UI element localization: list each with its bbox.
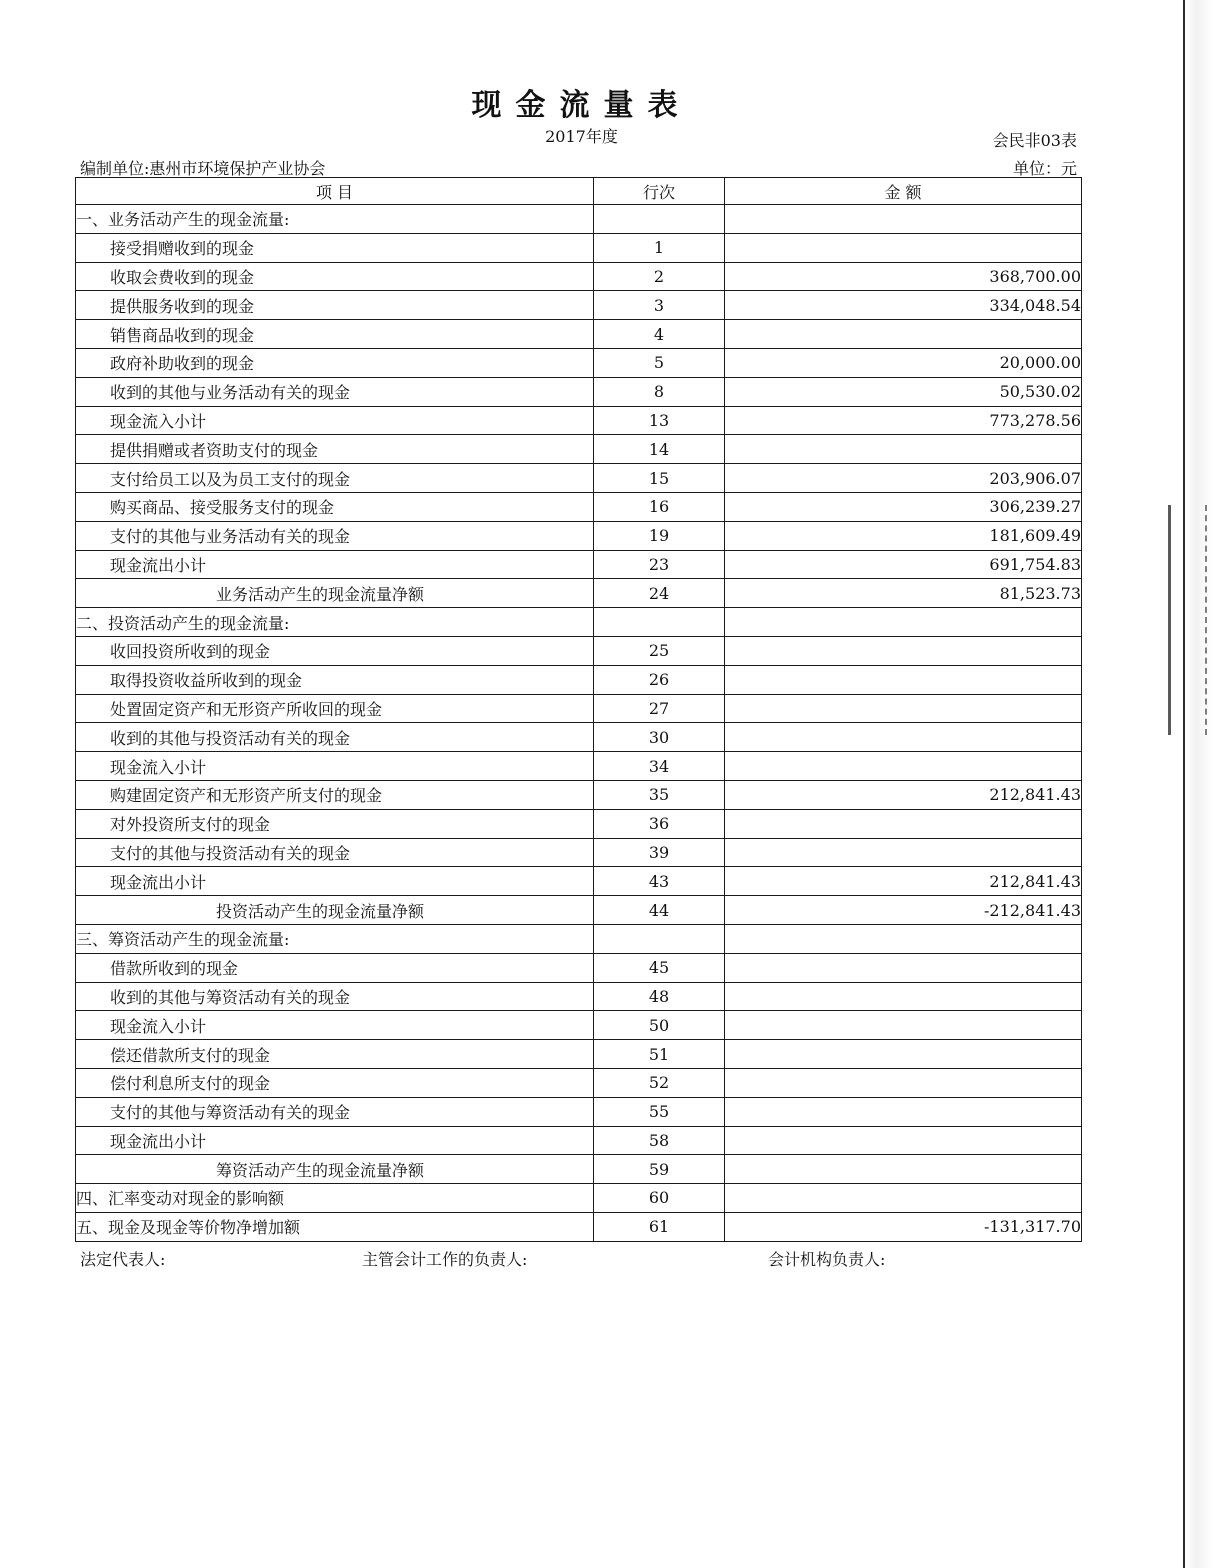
row-line-number: 60 <box>594 1184 725 1213</box>
row-item-label: 借款所收到的现金 <box>76 953 594 982</box>
fiscal-year: 2017年度 <box>545 127 618 146</box>
row-amount <box>725 924 1082 953</box>
row-item-label: 业务活动产生的现金流量净额 <box>76 579 594 608</box>
row-item-label: 政府补助收到的现金 <box>76 348 594 377</box>
row-item-label: 现金流出小计 <box>76 1126 594 1155</box>
row-line-number: 13 <box>594 406 725 435</box>
row-amount: 20,000.00 <box>725 348 1082 377</box>
row-item-label: 支付给员工以及为员工支付的现金 <box>76 464 594 493</box>
row-item-label: 收到的其他与业务活动有关的现金 <box>76 377 594 406</box>
table-row <box>76 1212 1082 1241</box>
table-row <box>76 348 1082 377</box>
row-amount <box>725 1126 1082 1155</box>
row-line-number: 44 <box>594 896 725 925</box>
row-line-number: 59 <box>594 1155 725 1184</box>
row-line-number <box>594 608 725 637</box>
table-row <box>76 492 1082 521</box>
row-amount: 212,841.43 <box>725 780 1082 809</box>
table-row <box>76 1155 1082 1184</box>
row-item-label: 提供服务收到的现金 <box>76 291 594 320</box>
row-line-number: 16 <box>594 492 725 521</box>
row-item-label: 处置固定资产和无形资产所收回的现金 <box>76 694 594 723</box>
table-row <box>76 780 1082 809</box>
row-line-number: 36 <box>594 809 725 838</box>
row-amount <box>725 838 1082 867</box>
row-amount <box>725 636 1082 665</box>
row-item-label: 现金流入小计 <box>76 752 594 781</box>
row-item-label: 购买商品、接受服务支付的现金 <box>76 492 594 521</box>
table-row <box>76 1097 1082 1126</box>
row-line-number: 19 <box>594 521 725 550</box>
row-line-number: 51 <box>594 1040 725 1069</box>
row-item-label: 接受捐赠收到的现金 <box>76 233 594 262</box>
column-header-amount: 金 额 <box>725 178 1082 205</box>
table-row <box>76 982 1082 1011</box>
row-item-label: 偿还借款所支付的现金 <box>76 1040 594 1069</box>
table-row <box>76 636 1082 665</box>
row-amount <box>725 1068 1082 1097</box>
row-amount <box>725 752 1082 781</box>
table-row <box>76 262 1082 291</box>
row-amount <box>725 320 1082 349</box>
row-item-label: 现金流出小计 <box>76 550 594 579</box>
row-amount: 306,239.27 <box>725 492 1082 521</box>
table-row <box>76 723 1082 752</box>
row-line-number: 23 <box>594 550 725 579</box>
form-code: 会民非03表 <box>992 131 1077 150</box>
row-line-number: 34 <box>594 752 725 781</box>
table-row <box>76 1184 1082 1213</box>
row-amount <box>725 205 1082 234</box>
table-row <box>76 1126 1082 1155</box>
row-line-number: 30 <box>594 723 725 752</box>
row-item-label: 二、投资活动产生的现金流量: <box>76 608 594 637</box>
scan-edge-shadow <box>1183 0 1213 1568</box>
row-item-label: 投资活动产生的现金流量净额 <box>76 896 594 925</box>
row-line-number: 3 <box>594 291 725 320</box>
table-row <box>76 521 1082 550</box>
reporting-organization: 编制单位:惠州市环境保护产业协会 <box>80 159 326 178</box>
column-header-item: 项 目 <box>76 178 594 205</box>
row-amount <box>725 982 1082 1011</box>
cash-flow-table <box>75 177 1082 1242</box>
row-item-label: 取得投资收益所收到的现金 <box>76 665 594 694</box>
row-amount <box>725 1155 1082 1184</box>
row-line-number: 24 <box>594 579 725 608</box>
row-amount <box>725 1011 1082 1040</box>
table-row <box>76 550 1082 579</box>
table-row <box>76 1068 1082 1097</box>
column-header-line: 行次 <box>594 178 725 205</box>
row-line-number: 14 <box>594 435 725 464</box>
row-item-label: 现金流出小计 <box>76 867 594 896</box>
row-item-label: 收回投资所收到的现金 <box>76 636 594 665</box>
row-line-number: 15 <box>594 464 725 493</box>
row-line-number: 1 <box>594 233 725 262</box>
document-title: 现金流量表 <box>471 88 692 123</box>
row-item-label: 收取会费收到的现金 <box>76 262 594 291</box>
table-row <box>76 1011 1082 1040</box>
table-row <box>76 809 1082 838</box>
row-item-label: 收到的其他与筹资活动有关的现金 <box>76 982 594 1011</box>
accounting-head-label: 主管会计工作的负责人: <box>362 1250 528 1269</box>
table-row <box>76 377 1082 406</box>
row-amount <box>725 694 1082 723</box>
table-body <box>76 205 1082 1242</box>
row-item-label: 四、汇率变动对现金的影响额 <box>76 1184 594 1213</box>
binding-stamp-mark <box>1168 505 1207 735</box>
row-item-label: 筹资活动产生的现金流量净额 <box>76 1155 594 1184</box>
row-item-label: 现金流入小计 <box>76 406 594 435</box>
accounting-dept-head-label: 会计机构负责人: <box>768 1250 886 1269</box>
row-line-number: 27 <box>594 694 725 723</box>
row-line-number: 48 <box>594 982 725 1011</box>
row-amount <box>725 1184 1082 1213</box>
row-amount: 81,523.73 <box>725 579 1082 608</box>
table-row <box>76 608 1082 637</box>
row-item-label: 对外投资所支付的现金 <box>76 809 594 838</box>
row-amount: 203,906.07 <box>725 464 1082 493</box>
legal-representative-label: 法定代表人: <box>80 1250 166 1269</box>
row-line-number <box>594 205 725 234</box>
row-amount <box>725 435 1082 464</box>
row-line-number: 55 <box>594 1097 725 1126</box>
row-item-label: 三、筹资活动产生的现金流量: <box>76 924 594 953</box>
table-row <box>76 1040 1082 1069</box>
table-row <box>76 752 1082 781</box>
table-row <box>76 953 1082 982</box>
row-amount <box>725 608 1082 637</box>
row-line-number: 43 <box>594 867 725 896</box>
table-row <box>76 233 1082 262</box>
row-line-number: 26 <box>594 665 725 694</box>
row-amount: 334,048.54 <box>725 291 1082 320</box>
row-item-label: 收到的其他与投资活动有关的现金 <box>76 723 594 752</box>
row-amount <box>725 809 1082 838</box>
row-amount: 368,700.00 <box>725 262 1082 291</box>
row-line-number: 52 <box>594 1068 725 1097</box>
row-amount: -131,317.70 <box>725 1212 1082 1241</box>
table-row <box>76 579 1082 608</box>
table-row <box>76 320 1082 349</box>
table-row <box>76 896 1082 925</box>
row-amount <box>725 1097 1082 1126</box>
row-line-number <box>594 924 725 953</box>
row-line-number: 8 <box>594 377 725 406</box>
row-line-number: 39 <box>594 838 725 867</box>
row-line-number: 2 <box>594 262 725 291</box>
row-line-number: 50 <box>594 1011 725 1040</box>
row-line-number: 5 <box>594 348 725 377</box>
table-row <box>76 464 1082 493</box>
row-item-label: 五、现金及现金等价物净增加额 <box>76 1212 594 1241</box>
row-item-label: 偿付利息所支付的现金 <box>76 1068 594 1097</box>
row-line-number: 4 <box>594 320 725 349</box>
row-line-number: 61 <box>594 1212 725 1241</box>
currency-unit: 单位：元 <box>1012 159 1077 178</box>
table-row <box>76 406 1082 435</box>
table-row <box>76 694 1082 723</box>
row-item-label: 支付的其他与投资活动有关的现金 <box>76 838 594 867</box>
table-row <box>76 924 1082 953</box>
row-item-label: 提供捐赠或者资助支付的现金 <box>76 435 594 464</box>
row-item-label: 一、业务活动产生的现金流量: <box>76 205 594 234</box>
table-row <box>76 435 1082 464</box>
table-row <box>76 867 1082 896</box>
row-item-label: 购建固定资产和无形资产所支付的现金 <box>76 780 594 809</box>
row-amount <box>725 665 1082 694</box>
row-line-number: 35 <box>594 780 725 809</box>
table-header-row <box>76 178 1082 205</box>
table-row <box>76 838 1082 867</box>
row-item-label: 支付的其他与业务活动有关的现金 <box>76 521 594 550</box>
row-item-label: 支付的其他与筹资活动有关的现金 <box>76 1097 594 1126</box>
table-row <box>76 291 1082 320</box>
row-amount: 773,278.56 <box>725 406 1082 435</box>
row-amount <box>725 233 1082 262</box>
row-line-number: 58 <box>594 1126 725 1155</box>
row-amount <box>725 953 1082 982</box>
row-line-number: 45 <box>594 953 725 982</box>
table-row <box>76 205 1082 234</box>
row-item-label: 现金流入小计 <box>76 1011 594 1040</box>
row-amount: 50,530.02 <box>725 377 1082 406</box>
row-amount: 181,609.49 <box>725 521 1082 550</box>
row-amount <box>725 1040 1082 1069</box>
row-amount: 691,754.83 <box>725 550 1082 579</box>
table-row <box>76 665 1082 694</box>
row-item-label: 销售商品收到的现金 <box>76 320 594 349</box>
row-amount <box>725 723 1082 752</box>
row-amount: 212,841.43 <box>725 867 1082 896</box>
row-line-number: 25 <box>594 636 725 665</box>
row-amount: -212,841.43 <box>725 896 1082 925</box>
